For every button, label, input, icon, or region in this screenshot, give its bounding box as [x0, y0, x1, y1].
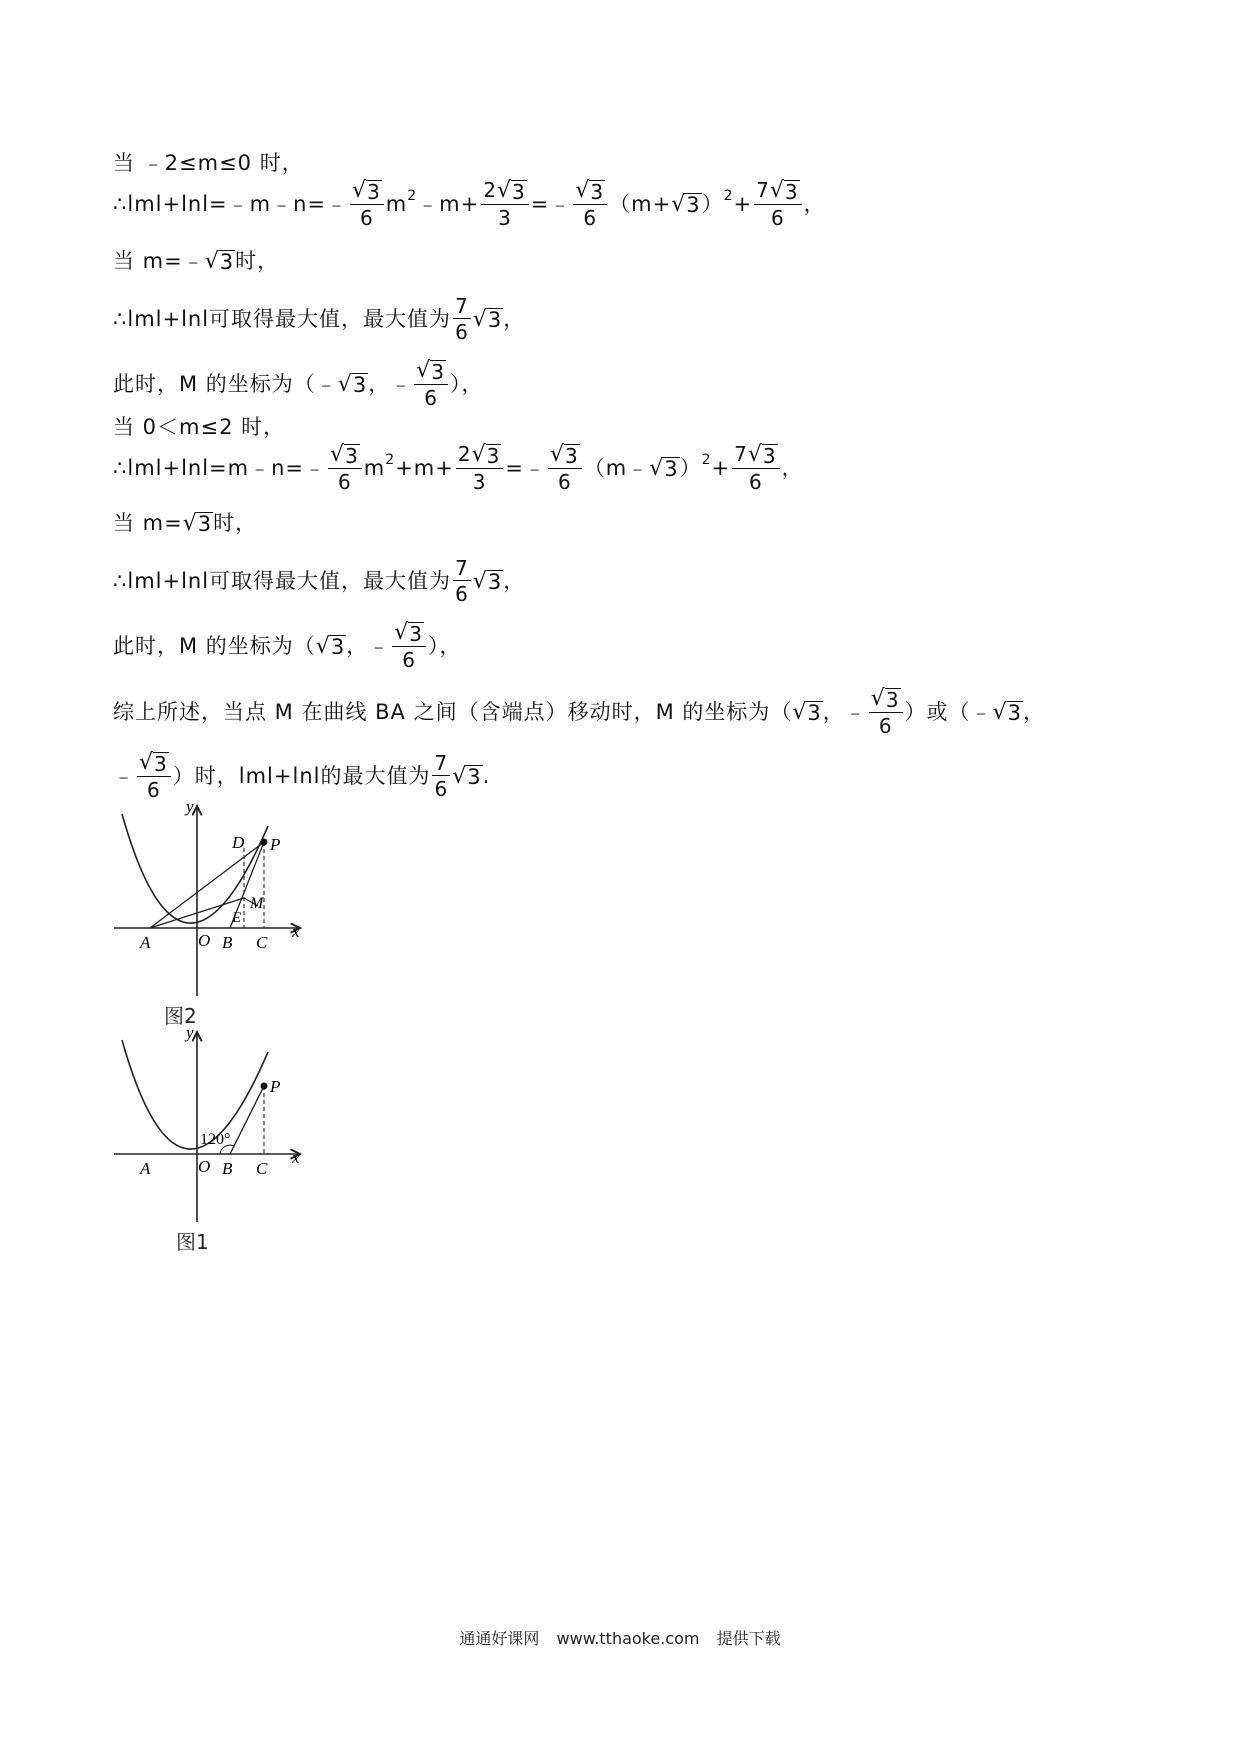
axis-label-y: y: [186, 1023, 194, 1042]
expression-text: ），: [427, 634, 462, 658]
point-label-A: A: [140, 1159, 151, 1178]
expression-text: ∴lml+lnl可取得最大值，最大值为: [113, 307, 452, 331]
expression-text: ）或（﹣: [904, 700, 993, 724]
figure-2-diagram: [110, 796, 310, 1011]
conclusion-line: 综上所述，当点 M 在曲线 BA 之间（含端点）移动时，M 的坐标为（ √ 3 ，﹣ √ 3 6 ）或（﹣ √ 3 ，: [113, 686, 1045, 738]
expression-text: 时，: [235, 249, 280, 273]
fraction: $\frac{7}{6}$: [434, 751, 449, 801]
fraction: √ 3 6: [328, 444, 362, 492]
expression-text: m: [385, 192, 408, 216]
expression-text: 综上所述，当点 M 在曲线 BA 之间（含端点）移动时，M 的坐标为（: [113, 700, 793, 724]
text-line: [113, 148, 304, 178]
expression-text: （m+: [609, 192, 672, 216]
fraction: √ 3 6: [350, 180, 384, 228]
expression-text: ，﹣: [368, 372, 413, 396]
fraction: √ 3 6: [548, 444, 582, 492]
point-label-B: B: [222, 1159, 233, 1178]
expression-text: ，: [503, 307, 526, 331]
fraction: 2 √ 3 3: [456, 444, 504, 492]
expression-text: ）: [701, 192, 724, 216]
expression-text: ，: [803, 192, 826, 216]
text-line: 此时，M 的坐标为（﹣ √ 3 ，﹣ √ 3 6 ），: [113, 358, 484, 410]
fraction: $\frac{7}{6}$: [455, 556, 469, 606]
fraction: $\frac{7}{6}$: [455, 294, 469, 344]
expression-text: +: [733, 192, 753, 216]
conclusion-line: ﹣ √ 3 6 ）时，lml+lnl的最大值为 $\frac{7}{6}$ √ 3 .: [113, 750, 491, 802]
expression-text: ∴lml+lnl可取得最大值，最大值为: [113, 569, 452, 593]
point-label-B: B: [222, 933, 233, 952]
expression-text: ﹣: [113, 764, 135, 788]
expression-text: 当 m=: [113, 511, 183, 535]
expression-text: 此时，M 的坐标为（﹣: [113, 372, 338, 396]
expression-text: ）时，lml+lnl的最大值为: [172, 764, 431, 788]
point-label-D: D: [232, 833, 245, 852]
point-label-C: C: [256, 933, 268, 952]
fraction: 2 √ 3 3: [481, 180, 529, 228]
point-label-O: O: [198, 1157, 211, 1176]
point-label-C: C: [256, 1159, 268, 1178]
footer-url-link[interactable]: www.tthaoke.com: [556, 1629, 700, 1648]
expression-text: ﹣m+: [417, 192, 480, 216]
footer-site-name: 通通好课网: [459, 1629, 540, 1648]
expression-text: +: [711, 456, 731, 480]
text-line: 当 m= √ 3 时，: [113, 508, 257, 538]
expression-text: ，: [503, 569, 526, 593]
page-footer: [0, 1626, 1240, 1649]
fraction: √ 3 6: [392, 622, 426, 670]
fraction: √ 3 6: [573, 180, 607, 228]
expression-text: （m﹣: [583, 456, 650, 480]
figure-1-caption: 图1: [176, 1230, 209, 1254]
expression-text: =﹣: [505, 456, 546, 480]
expression-text: ，﹣: [822, 700, 867, 724]
fraction: 7 √ 3 6: [754, 180, 802, 228]
expression-text: =﹣: [530, 192, 572, 216]
fraction: √ 3 6: [869, 688, 903, 736]
point-label-O: O: [198, 931, 211, 950]
expression-text: m: [363, 456, 386, 480]
point-label-E: E: [232, 910, 242, 926]
figure-2-caption: 图2: [164, 1004, 197, 1028]
text-line: ∴lml+lnl可取得最大值，最大值为 $\frac{7}{6}$ √ 3 ，: [113, 556, 526, 606]
fraction: √ 3 6: [137, 752, 171, 800]
text-line: 当 m=﹣ √ 3 时，: [113, 246, 279, 276]
fraction: √ 3 6: [414, 360, 448, 408]
expression-text: ，﹣: [346, 634, 391, 658]
text-line: 此时，M 的坐标为（ √ 3 ，﹣ √ 3 6 ），: [113, 620, 462, 672]
expression-text: ∴lml+lnl=﹣m﹣n=﹣: [113, 192, 349, 216]
expression-text: ），: [449, 372, 484, 396]
point-label-P: P: [270, 1077, 281, 1096]
angle-label: 120°: [200, 1131, 231, 1148]
axis-label-y: y: [186, 797, 194, 816]
expression-text: 此时，M 的坐标为（: [113, 634, 316, 658]
axis-label-x: x: [292, 1148, 300, 1167]
point-label-M: M: [250, 895, 264, 912]
expression-text: 时，: [213, 511, 258, 535]
footer-note: 提供下载: [716, 1629, 781, 1648]
case-condition-1: 当 ﹣2≤m≤0 时，: [113, 151, 304, 175]
expression-text: ，: [1022, 700, 1045, 724]
expression-text: ∴lml+lnl=m﹣n=﹣: [113, 456, 327, 480]
expression-text: .: [482, 764, 491, 788]
equation-line: ∴lml+lnl=﹣m﹣n=﹣ √ 3 6 m 2 ﹣m+ 2 √ 3 3 =﹣ √ 3 6 （m+ √ 3 ） 2 + 7 √ 3 6 ，: [113, 178, 826, 230]
expression-text: ）: [679, 456, 702, 480]
point-label-P: P: [270, 835, 281, 854]
axis-label-x: x: [292, 922, 300, 941]
expression-text: ，: [781, 456, 804, 480]
fraction: 7 √ 3 6: [732, 444, 780, 492]
equation-line: ∴lml+lnl=m﹣n=﹣ √ 3 6 m 2 +m+ 2 √ 3 3 =﹣ √ 3 6 （m﹣ √ 3 ） 2 + 7 √ 3 6 ，: [113, 442, 804, 494]
text-line: ∴lml+lnl可取得最大值，最大值为 $\frac{7}{6}$ √ 3 ，: [113, 294, 526, 344]
point-label-A: A: [140, 933, 151, 952]
text-line: [113, 412, 285, 442]
expression-text: 当 m=﹣: [113, 249, 205, 273]
case-condition-2: 当 0＜m≤2 时，: [113, 415, 286, 439]
figure-1-diagram: [110, 1022, 310, 1237]
expression-text: +m+: [395, 456, 454, 480]
